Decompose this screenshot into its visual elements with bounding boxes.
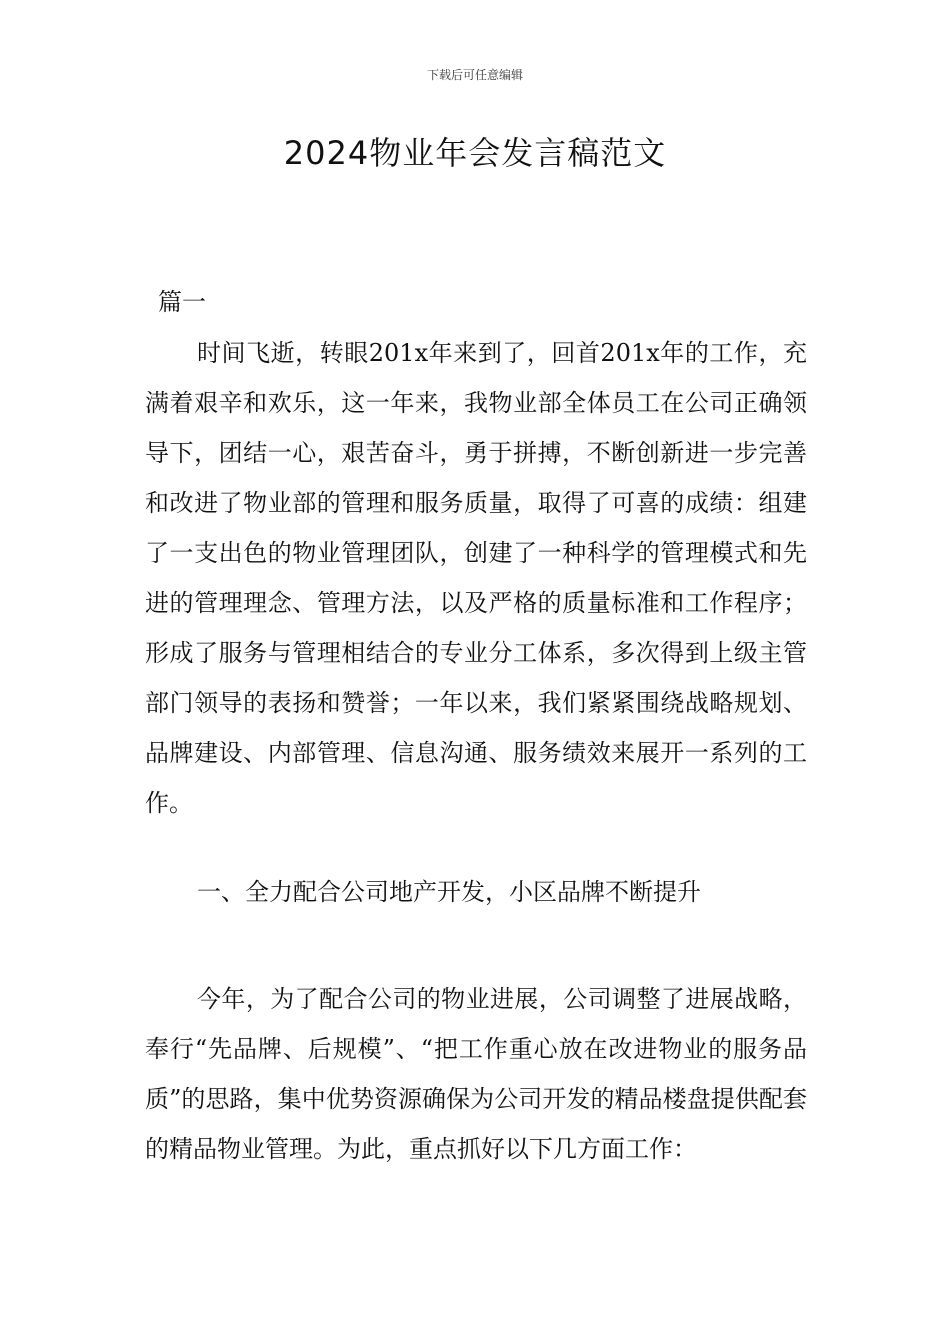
paragraph-intro: 时间飞逝，转眼201x年来到了，回首201x年的工作，充满着艰辛和欢乐，这一年来，我物业部全体员工在公司正确领导下，团结一心，艰苦奋斗，勇于拼搏，不断创新进一步完善和改进了物业部的管理和服务质量，取得了可喜的成绩：组建了一支出色的物业管理团队，创建了一种科学的管理模式和先进的管理理念、管理方法，以及严格的质量标准和工作程序；形成了服务与管理相结合的专业分工体系，多次得到上级主管部门领导的表扬和赞誉；一年以来，我们紧紧围绕战略规划、品牌建设、内部管理、信息沟通、服务绩效来展开一系列的工作。 xyxy=(145,339,807,817)
header-note: 下载后可任意编辑 xyxy=(426,68,523,82)
paragraph-brand: 今年，为了配合公司的物业进展，公司调整了进展战略，奉行“先品牌、后规模”、“把工作重心放在改进物业的服务品质”的思路，集中优势资源确保为公司开发的精品楼盘提供配套的精品物业管理。为此，重点抓好以下几方面工作： xyxy=(145,985,807,1163)
section-label: 篇一 xyxy=(158,288,206,316)
document-title: 2024物业年会发言稿范文 xyxy=(283,134,667,172)
section-heading-1: 一、全力配合公司地产开发，小区品牌不断提升 xyxy=(197,878,701,906)
